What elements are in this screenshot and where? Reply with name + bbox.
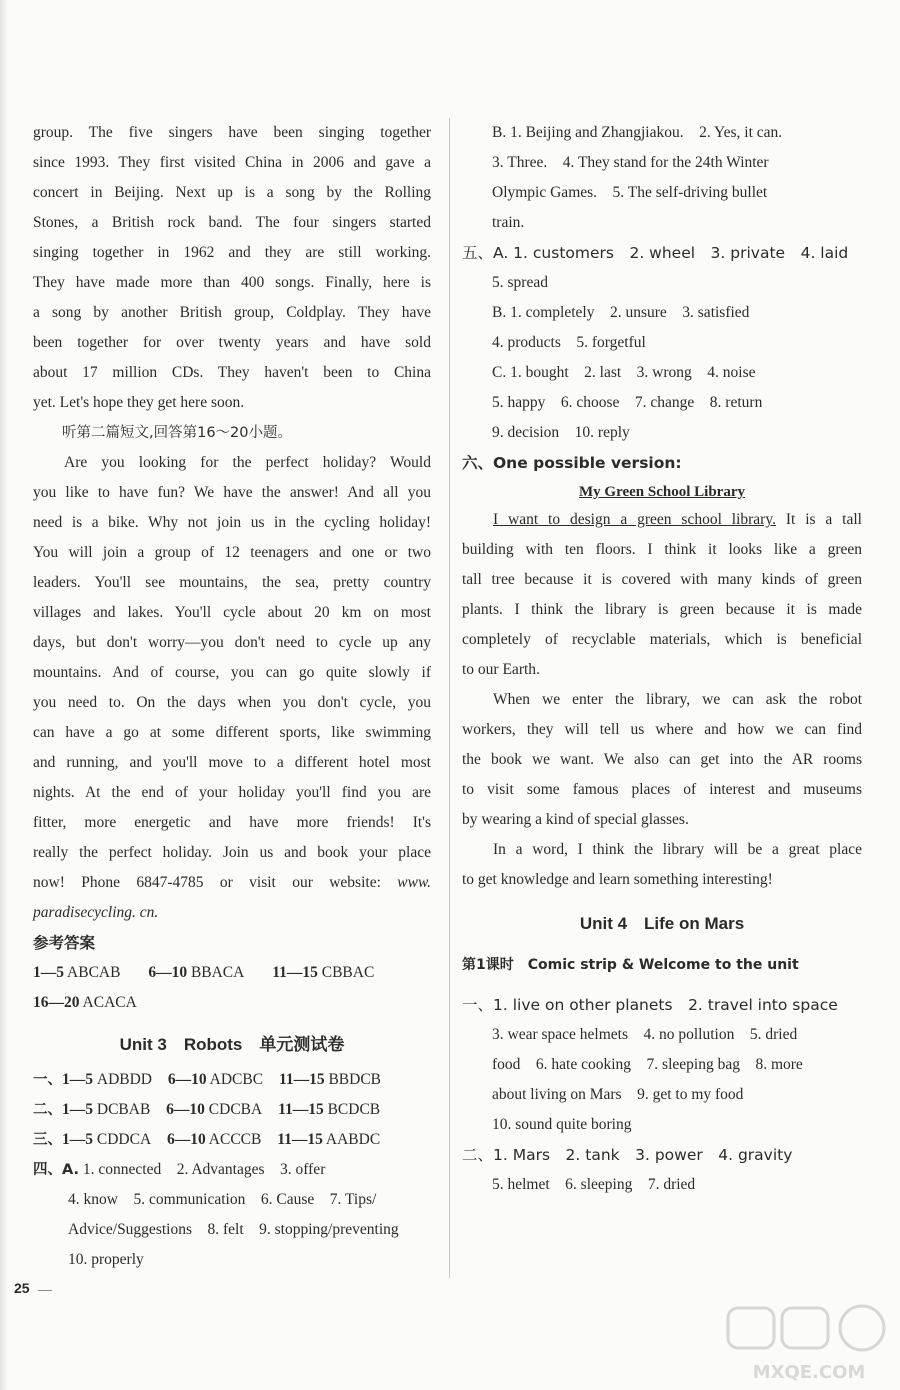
- range: 11—15: [277, 1131, 323, 1148]
- answer-range: 6—10: [148, 964, 188, 981]
- passage-line: and running, and you'll move to a different hotel most: [33, 754, 431, 771]
- passage-line: can have a go at some different sports, like swimming: [33, 724, 431, 741]
- page-number: 25: [14, 1280, 30, 1296]
- answer-row: [33, 958, 431, 988]
- answer-value: ACACA: [82, 994, 137, 1011]
- answer-line: 二、1. Mars 2. tank 3. power 4. gravity: [462, 1146, 793, 1164]
- answer-line: Advice/Suggestions 8. felt 9. stopping/preventing: [68, 1221, 399, 1238]
- answer-line: 4. products 5. forgetful: [492, 334, 646, 351]
- answer-line: 10. sound quite boring: [492, 1116, 632, 1133]
- section-label: 一、: [33, 1072, 62, 1088]
- essay-line: tall tree because it is covered with many kinds of green: [462, 571, 862, 588]
- answer-line: 10. properly: [68, 1251, 144, 1268]
- passage-line: singing together in 1962 and they are still working.: [33, 244, 431, 261]
- passage-line: leaders. You'll see mountains, the sea, pretty country: [33, 574, 431, 591]
- essay-line: When we enter the library, we can ask the robot: [493, 691, 862, 708]
- answer-line: B. 1. completely 2. unsure 3. satisfied: [492, 304, 750, 321]
- section-row-3: [33, 1125, 431, 1155]
- passage-line: need is a bike. Why not join us in the cycling holiday!: [33, 514, 431, 531]
- essay-underlined-sentence: I want to design a green school library.: [493, 511, 776, 528]
- answer-line: 五、A. 1. customers 2. wheel 3. private 4. laid: [462, 244, 849, 262]
- passage-line: you need to. On the days when you don't cycle, you: [33, 694, 431, 711]
- answer-range: 11—15: [272, 964, 318, 981]
- unit3-title: Unit 3 Robots 单元测试卷: [119, 1035, 345, 1054]
- section-row-2: [33, 1095, 431, 1125]
- answer-value: BBACA: [190, 964, 245, 981]
- answer-line: about living on Mars 9. get to my food: [492, 1086, 744, 1103]
- footer-rule: [38, 1290, 52, 1291]
- passage-line: days, but don't worry—you don't need to cycle up any: [33, 634, 431, 651]
- passage-line: concert in Beijing. Next up is a song by the Rolling: [33, 184, 431, 201]
- essay-line: to visit some famous places of interest and museums: [462, 781, 862, 798]
- answer-value: ABCAB: [67, 964, 121, 981]
- answer-range: 16—20: [33, 994, 80, 1011]
- passage-1: [33, 118, 431, 418]
- website-link: paradisecycling. cn.: [33, 904, 159, 921]
- essay-line: plants. I think the library is green because it is made: [462, 601, 862, 618]
- answer-line: 3. wear space helmets 4. no pollution 5. dried: [492, 1026, 798, 1043]
- answer-line: 1. connected 2. Advantages 3. offer: [82, 1161, 326, 1178]
- answer-value: BCDCB: [327, 1101, 381, 1118]
- essay-line: by wearing a kind of special glasses.: [462, 811, 689, 828]
- range: 6—10: [167, 1131, 206, 1148]
- answer-line: 5. helmet 6. sleeping 7. dried: [492, 1176, 696, 1193]
- essay-title: My Green School Library: [579, 484, 745, 500]
- passage-2: [33, 448, 431, 928]
- section-row-1: [33, 1065, 431, 1095]
- passage-line: villages and lakes. You'll cycle about 20 km on most: [33, 604, 431, 621]
- essay-line: workers, they will tell us where and how we can find: [462, 721, 862, 738]
- answer-line: 4. know 5. communication 6. Cause 7. Tips/: [68, 1191, 377, 1208]
- answer-line: B. 1. Beijing and Zhangjiakou. 2. Yes, it can.: [492, 124, 783, 141]
- essay-line: the book we want. We also can get into the AR rooms: [462, 751, 862, 768]
- range: 11—15: [278, 1071, 325, 1088]
- page-edge: [0, 0, 8, 1390]
- right-column: [462, 118, 862, 1200]
- answer-range: 1—5: [33, 964, 64, 981]
- answer-line: 9. decision 10. reply: [492, 424, 630, 441]
- passage-line: since 1993. They first visited China in 2006 and gave a: [33, 154, 431, 171]
- passage-line: They have made more than 400 songs. Finally, here is: [33, 274, 431, 291]
- answer-line: train.: [492, 214, 525, 231]
- answer-row: [33, 988, 431, 1018]
- passage-line: Stones, a British rock band. The four singers started: [33, 214, 431, 231]
- answer-value: ADCBC: [209, 1071, 264, 1088]
- section-label: 三、: [33, 1132, 62, 1148]
- essay-line: [462, 505, 862, 535]
- passage-text: now! Phone 6847-4785 or visit our website:: [33, 874, 381, 891]
- essay-line: to our Earth.: [462, 661, 540, 678]
- essay: [462, 505, 862, 895]
- range: 1—5: [62, 1131, 93, 1148]
- website-link: www.: [397, 874, 432, 891]
- range: 11—15: [278, 1101, 324, 1118]
- essay-line: completely of recyclable materials, which is beneficial: [462, 631, 862, 648]
- section-row-4: [33, 1155, 431, 1185]
- passage-line: mountains. And of course, you can go quite slowly if: [33, 664, 431, 681]
- answer-line: 5. happy 6. choose 7. change 8. return: [492, 394, 763, 411]
- answers-title: 参考答案: [33, 934, 96, 952]
- section-label: 二、: [33, 1102, 62, 1118]
- lesson-title: 第1课时 Comic strip & Welcome to the unit: [462, 957, 799, 973]
- passage-line: [33, 868, 431, 898]
- answer-line: food 6. hate cooking 7. sleeping bag 8. more: [492, 1056, 803, 1073]
- passage-line: fitter, more energetic and have more friends! It's: [33, 814, 431, 831]
- essay-line: building with ten floors. I think it looks like a green: [462, 541, 862, 558]
- passage-line: a song by another British group, Coldplay. They have: [33, 304, 431, 321]
- answer-line: 5. spread: [492, 274, 548, 291]
- watermark-logo: [724, 1302, 894, 1386]
- column-divider: [449, 118, 450, 1278]
- answer-value: AABDC: [325, 1131, 381, 1148]
- passage-line: you like to have fun? We have the answer! And all you: [33, 484, 431, 501]
- range: 1—5: [62, 1101, 93, 1118]
- watermark-text: MXQE.COM: [752, 1362, 866, 1383]
- range: 1—5: [62, 1071, 93, 1088]
- answer-value: ADBDD: [96, 1071, 152, 1088]
- left-column: [33, 118, 431, 1275]
- answer-value: DCBAB: [96, 1101, 151, 1118]
- essay-line: to get knowledge and learn something interesting!: [462, 871, 773, 888]
- listening-instruction: 听第二篇短文,回答第16～20小题。: [62, 425, 293, 441]
- passage-line: about 17 million CDs. They haven't been to China: [33, 364, 431, 381]
- answer-value: CBBAC: [321, 964, 375, 981]
- passage-line: yet. Let's hope they get here soon.: [33, 394, 245, 411]
- answer-line: 一、1. live on other planets 2. travel into space: [462, 996, 838, 1014]
- answer-value: BBDCB: [328, 1071, 382, 1088]
- passage-line: been together for over twenty years and have sold: [33, 334, 431, 351]
- answer-line: C. 1. bought 2. last 3. wrong 4. noise: [492, 364, 756, 381]
- range: 6—10: [167, 1071, 207, 1088]
- section-6-label: 六、One possible version:: [462, 454, 682, 472]
- answer-line: Olympic Games. 5. The self-driving bullet: [492, 184, 768, 201]
- passage-line: really the perfect holiday. Join us and book your place: [33, 844, 431, 861]
- answer-value: ACCCB: [208, 1131, 262, 1148]
- passage-line: nights. At the end of your holiday you'll find you are: [33, 784, 431, 801]
- essay-text: It is a tall: [785, 511, 862, 528]
- answer-line: 3. Three. 4. They stand for the 24th Winter: [492, 154, 769, 171]
- passage-line: Are you looking for the perfect holiday? Would: [64, 454, 431, 471]
- passage-line: group. The five singers have been singing together: [33, 124, 431, 141]
- unit4-title: Unit 4 Life on Mars: [579, 914, 745, 933]
- essay-line: In a word, I think the library will be a great place: [493, 841, 862, 858]
- answer-value: CDDCA: [96, 1131, 152, 1148]
- passage-line: You will join a group of 12 teenagers and one or two: [33, 544, 431, 561]
- range: 6—10: [166, 1101, 205, 1118]
- answer-value: CDCBA: [208, 1101, 263, 1118]
- section-label: 四、A.: [33, 1162, 79, 1178]
